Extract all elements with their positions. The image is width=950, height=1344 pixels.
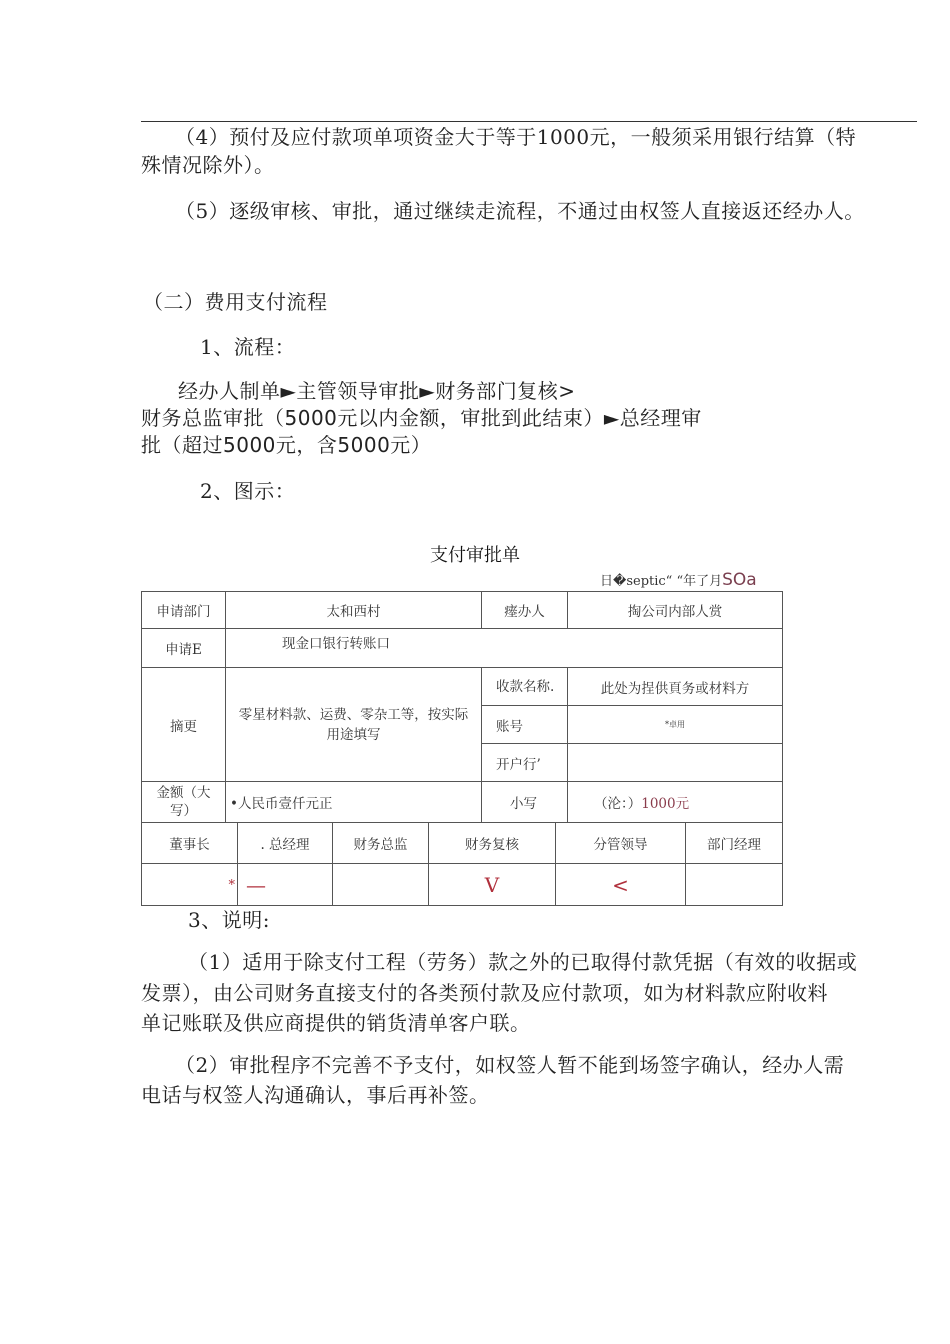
sig-mark-general-manager-text: — bbox=[246, 872, 266, 897]
dept-label: 申请部门 bbox=[142, 592, 226, 629]
small-amount-value: 1000元 bbox=[641, 796, 690, 812]
sig-mark-general-manager bbox=[238, 864, 333, 906]
dept-value: 太和西村 bbox=[226, 592, 482, 629]
paragraph-5: （5）逐级审核、审批，通过继续走流程，不通过由权签人直接返还经办人。 bbox=[175, 199, 865, 223]
note-2-line2: 电话与权签人沟通确认，事后再补签。 bbox=[141, 1083, 490, 1107]
small-amount-cell bbox=[568, 782, 783, 823]
form-title: 支付审批单 bbox=[430, 545, 520, 566]
sig-mark-finance-review-text: V bbox=[484, 872, 500, 897]
item-2-heading: 2、图示： bbox=[200, 479, 296, 503]
form-date-line bbox=[600, 570, 757, 590]
sig-mark-chairman-text: * bbox=[228, 877, 235, 893]
payment-approval-form bbox=[141, 591, 783, 823]
flow-line-3: 批（超过5000元，含5000元） bbox=[141, 433, 432, 457]
account-label: 账号 bbox=[482, 706, 568, 744]
item-1-heading: 1、流程： bbox=[200, 335, 296, 359]
paragraph-4-line1: （4）预付及应付款项单项资金大于等于1000元，一般须采用银行结算（特 bbox=[175, 125, 857, 149]
section-title: （二）费用支付流程 bbox=[143, 290, 328, 314]
item-3-heading: 3、说明: bbox=[188, 908, 270, 932]
note-1-line3: 单记账联及供应商提供的销货清单客户联。 bbox=[141, 1011, 531, 1035]
note-1-line1: （1）适用于除支付工程（劳务）款之外的已取得付款凭据（有效的收据或 bbox=[188, 950, 858, 974]
header-rule bbox=[141, 121, 917, 122]
amount-value: •人民币壹仟元正 bbox=[226, 782, 482, 823]
sig-header-supervisor: 分管领导 bbox=[556, 823, 686, 864]
signature-table bbox=[141, 822, 783, 906]
method-label: 申请E bbox=[142, 629, 226, 668]
sig-mark-cfo bbox=[333, 864, 429, 906]
note-2-line1: （2）审批程序不完善不予支付，如权签人暂不能到场签字确认，经办人需 bbox=[175, 1053, 845, 1077]
note-1-line2: 发票），由公司财务直接支付的各类预付款及应付款项，如为材料款应附收料 bbox=[141, 981, 828, 1005]
bank-value bbox=[568, 744, 783, 782]
sig-header-general-manager: . 总经理 bbox=[238, 823, 333, 864]
small-amount-prefix: （沦：） bbox=[594, 796, 642, 812]
flow-line-2: 财务总监审批（5000元以内金额，审批到此结束）►总经理审 bbox=[141, 406, 702, 430]
amount-label: 金额（大写） bbox=[142, 782, 226, 823]
sig-mark-dept-manager bbox=[686, 864, 783, 906]
summary-label: 摘更 bbox=[142, 668, 226, 782]
handler-value: 掏公司内部人赏 bbox=[568, 592, 783, 629]
sig-mark-supervisor bbox=[556, 864, 686, 906]
summary-value: 零星材料款、运费、零杂工等，按实际用途填写 bbox=[226, 668, 482, 782]
payee-value: 此处为挰供頁务或材料方 bbox=[568, 668, 783, 706]
flow-line-1: 经办人制单►主管领导审批►财务部门复核> bbox=[178, 379, 576, 403]
sig-header-chairman: 董事长 bbox=[142, 823, 238, 864]
paragraph-4-line2: 殊情况除外）。 bbox=[141, 153, 275, 177]
form-date-suffix: SOa bbox=[722, 570, 757, 590]
sig-mark-finance-review bbox=[429, 864, 556, 906]
handler-label: 瘗办人 bbox=[482, 592, 568, 629]
payee-label: 收款名称. bbox=[482, 668, 568, 706]
account-value: *卓用 bbox=[568, 706, 783, 744]
form-date-text: 日�septic“ “年了月 bbox=[600, 574, 723, 589]
method-value: 现金口银行转账口 bbox=[226, 629, 783, 668]
small-amount-label: 小写 bbox=[482, 782, 568, 823]
sig-header-finance-review: 财务复核 bbox=[429, 823, 556, 864]
sig-header-cfo: 财务总监 bbox=[333, 823, 429, 864]
sig-header-dept-manager: 部门经理 bbox=[686, 823, 783, 864]
sig-mark-chairman bbox=[142, 864, 238, 906]
sig-mark-supervisor-text: < bbox=[612, 872, 629, 897]
bank-label: 开户行’ bbox=[482, 744, 568, 782]
